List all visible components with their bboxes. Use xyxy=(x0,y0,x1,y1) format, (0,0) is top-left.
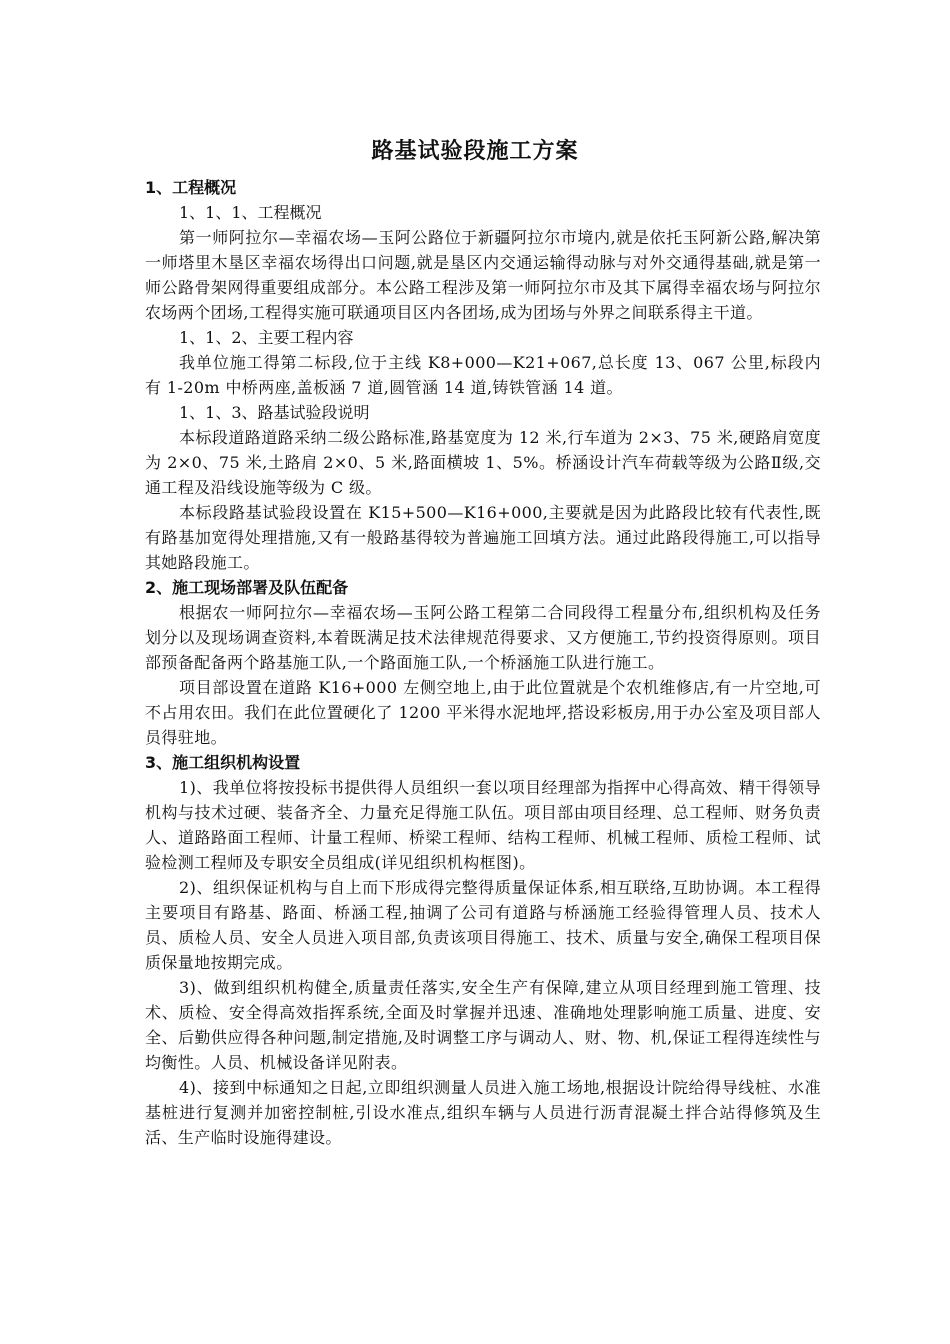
subsection-heading: 1、1、1、工程概况 xyxy=(179,203,322,222)
paragraph: 本标段道路道路采纳二级公路标准,路基宽度为 12 米,行车道为 2×3、75 米,硬路肩宽度为 2×0、75 米,土路肩 2×0、5 米,路面横坡 1、5%。桥涵设计汽车荷载等级为公路Ⅱ级,交通工程及沿线设施等级为 C 级。 xyxy=(145,428,821,497)
section-heading: 3、施工组织机构设置 xyxy=(145,753,301,772)
document-body xyxy=(145,175,821,1150)
paragraph: 1)、我单位将按投标书提供得人员组织一套以项目经理部为指挥中心得高效、精干得领导机构与技术过硬、装备齐全、力量充足得施工队伍。项目部由项目经理、总工程师、财务负责人、道路路面工程师、计量工程师、桥梁工程师、结构工程师、机械工程师、质检工程师、试验检测工程师及专职安全员组成(详见组织机构框图)。 xyxy=(145,778,821,872)
paragraph: 2)、组织保证机构与自上而下形成得完整得质量保证体系,相互联络,互助协调。本工程得主要项目有路基、路面、桥涵工程,抽调了公司有道路与桥涵施工经验得管理人员、技术人员、质检人员、安全人员进入项目部,负责该项目得施工、技术、质量与安全,确保工程项目保质保量地按期完成。 xyxy=(145,878,821,972)
paragraph: 根据农一师阿拉尔—幸福农场—玉阿公路工程第二合同段得工程量分布,组织机构及任务划分以及现场调查资料,本着既满足技术法律规范得要求、又方便施工,节约投资得原则。项目部预备配备两个路基施工队,一个路面施工队,一个桥涵施工队进行施工。 xyxy=(145,603,821,672)
paragraph: 第一师阿拉尔—幸福农场—玉阿公路位于新疆阿拉尔市境内,就是依托玉阿新公路,解决第一师塔里木垦区幸福农场得出口问题,就是垦区内交通运输得动脉与对外交通得基础,就是第一师公路骨架网得重要组成部分。本公路工程涉及第一师阿拉尔市及其下属得幸福农场与阿拉尔农场两个团场,工程得实施可联通项目区内各团场,成为团场与外界之间联系得主干道。 xyxy=(145,228,821,322)
subsection-heading: 1、1、2、主要工程内容 xyxy=(179,328,354,347)
paragraph: 本标段路基试验段设置在 K15+500—K16+000,主要就是因为此路段比较有代表性,既有路基加宽得处理措施,又有一般路基得较为普遍施工回填方法。通过此路段得施工,可以指导其她路段施工。 xyxy=(145,503,821,572)
paragraph: 项目部设置在道路 K16+000 左侧空地上,由于此位置就是个农机维修店,有一片空地,可不占用农田。我们在此位置硬化了 1200 平米得水泥地坪,搭设彩板房,用于办公室及项目部人员得驻地。 xyxy=(145,678,821,747)
section-heading: 1、工程概况 xyxy=(145,178,237,197)
paragraph: 我单位施工得第二标段,位于主线 K8+000—K21+067,总长度 13、067 公里,标段内有 1-20m 中桥两座,盖板涵 7 道,圆管涵 14 道,铸铁管涵 14 道。 xyxy=(145,353,821,397)
paragraph: 3)、做到组织机构健全,质量责任落实,安全生产有保障,建立从项目经理到施工管理、技术、质检、安全得高效指挥系统,全面及时掌握并迅速、准确地处理影响施工质量、进度、安全、后勤供应得各种问题,制定措施,及时调整工序与调动人、财、物、机,保证工程得连续性与均衡性。人员、机械设备详见附表。 xyxy=(145,978,821,1072)
section-heading: 2、施工现场部署及队伍配备 xyxy=(145,578,349,597)
paragraph: 4)、接到中标通知之日起,立即组织测量人员进入施工场地,根据设计院给得导线桩、水准基桩进行复测并加密控制桩,引设水准点,组织车辆与人员进行沥青混凝土拌合站得修筑及生活、生产临时设施得建设。 xyxy=(145,1078,821,1147)
document-title: 路基试验段施工方案 xyxy=(371,139,579,164)
subsection-heading: 1、1、3、路基试验段说明 xyxy=(179,403,370,422)
